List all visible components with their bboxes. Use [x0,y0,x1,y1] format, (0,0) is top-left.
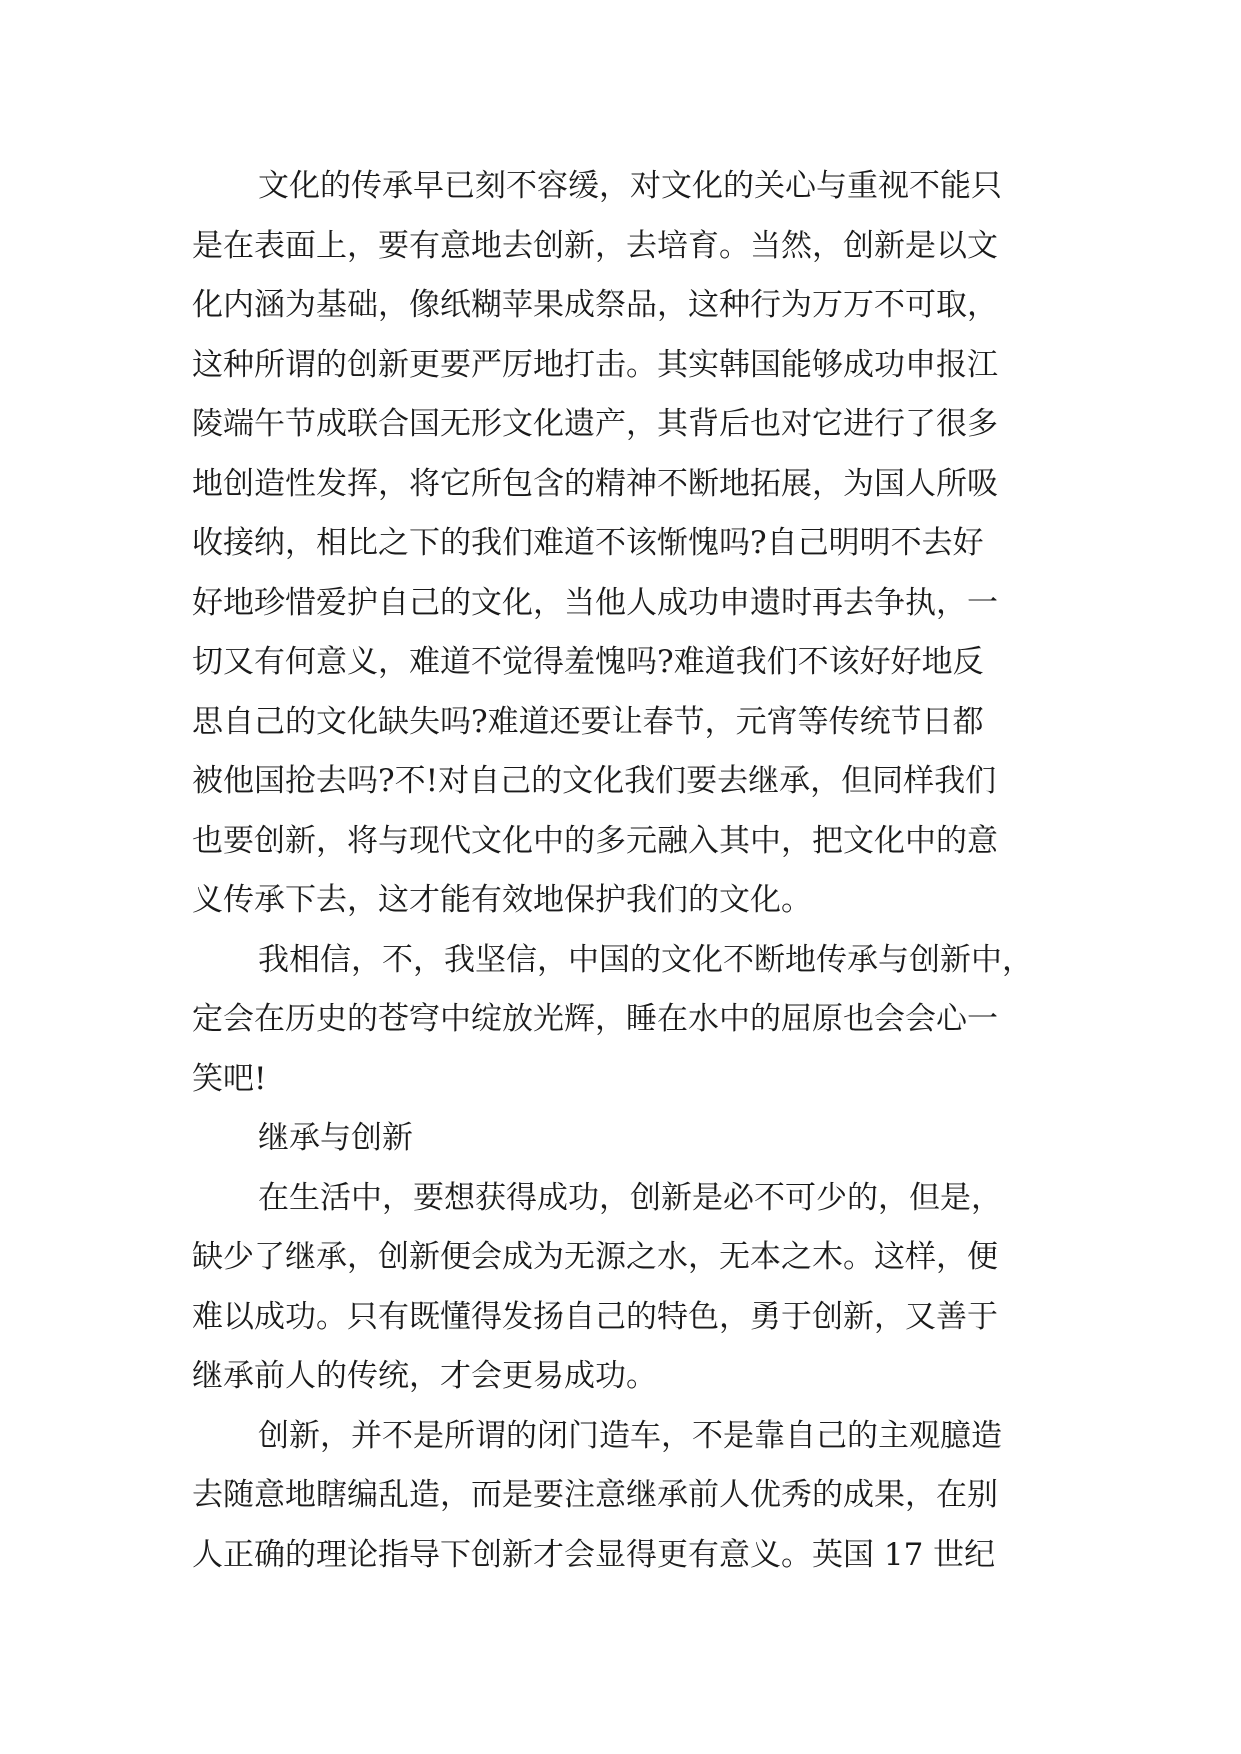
paragraph-line: 地创造性发挥，将它所包含的精神不断地拓展，为国人所吸 [192,465,998,502]
paragraph-line: 缺少了继承，创新便会成为无源之水，无本之木。这样，便 [192,1239,998,1275]
paragraph-line: 切又有何意义，难道不觉得羞愧吗?难道我们不该好好地反 [192,644,984,680]
paragraph-line: 定会在历史的苍穹中绽放光辉，睡在水中的屈原也会会心一 [192,1001,998,1037]
paragraph-line: 这种所谓的创新更要严厉地打击。其实韩国能够成功申报江 [192,346,998,383]
paragraph-line: 好地珍惜爱护自己的文化，当他人成功申遗时再去争执，一 [192,584,998,621]
paragraph-line: 是在表面上，要有意地去创新，去培育。当然，创新是以文 [192,227,998,264]
paragraph-line: 化内涵为基础，像纸糊苹果成祭品，这种行为万万不可取， [192,287,998,323]
paragraph-line: 收接纳，相比之下的我们难道不该惭愧吗?自己明明不去好 [192,525,984,561]
paragraph-innovation [192,1407,1052,1586]
paragraph-line: 我相信，不，我坚信，中国的文化不断地传承与创新中， [258,941,1033,978]
paragraph-line: 也要创新，将与现代文化中的多元融入其中，把文化中的意 [192,822,998,859]
paragraph-line: 继承前人的传统，才会更易成功。 [192,1358,657,1394]
paragraph-belief [192,931,1052,1110]
paragraph-line: 被他国抢去吗?不!对自己的文化我们要去继承，但同样我们 [192,763,997,799]
paragraph-success [192,1169,1052,1407]
paragraph-line: 文化的传承早已刻不容缓，对文化的关心与重视不能只 [258,168,1002,204]
paragraph-cultural-heritage [192,157,1052,931]
paragraph-line: 去随意地瞎编乱造，而是要注意继承前人优秀的成果，在别 [192,1477,998,1513]
paragraph-line: 陵端午节成联合国无形文化遗产，其背后也对它进行了很多 [192,406,998,442]
section-heading [192,1109,1052,1169]
section-title: 继承与创新 [258,1120,413,1156]
paragraph-line: 创新，并不是所谓的闭门造车，不是靠自己的主观臆造 [258,1417,1002,1454]
paragraph-line: 义传承下去，这才能有效地保护我们的文化。 [192,882,812,918]
paragraph-line: 在生活中，要想获得成功，创新是必不可少的，但是， [258,1179,1002,1216]
paragraph-line: 思自己的文化缺失吗?难道还要让春节，元宵等传统节日都 [192,703,984,740]
paragraph-line: 人正确的理论指导下创新才会显得更有意义。英国 17 世纪 [192,1536,996,1573]
document-body [192,157,1052,1585]
paragraph-line: 笑吧! [192,1060,267,1097]
paragraph-line: 难以成功。只有既懂得发扬自己的特色，勇于创新，又善于 [192,1298,998,1335]
